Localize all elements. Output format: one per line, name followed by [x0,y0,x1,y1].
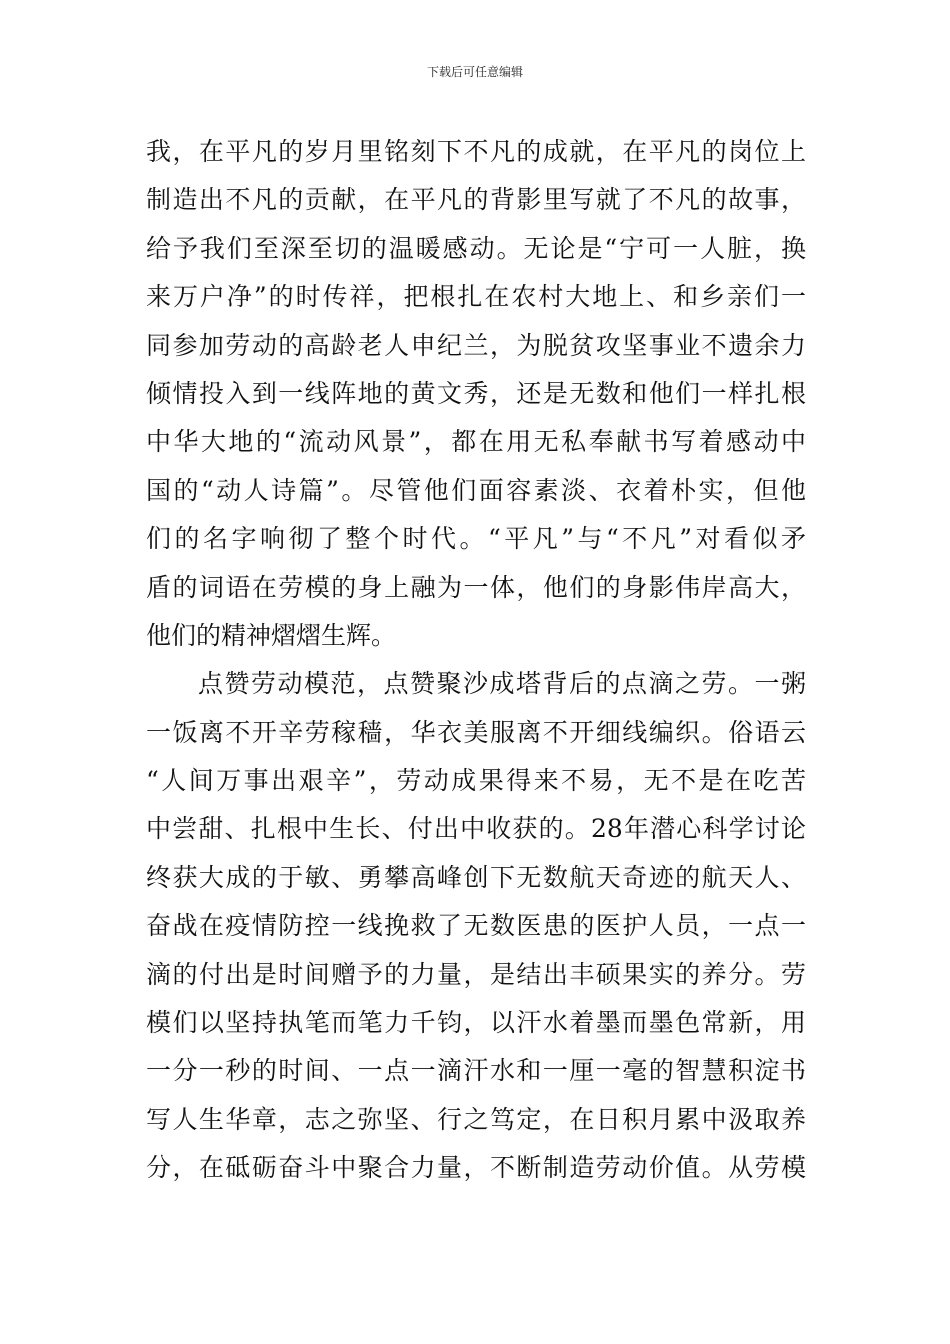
text-line: 们的名字响彻了整个时代。“平凡”与“不凡”对看似矛 [146,524,806,554]
text-line: 滴的付出是时间赠予的力量，是结出丰硕果实的养分。劳 [146,959,806,989]
text-line: 我，在平凡的岁月里铭刻下不凡的成就，在平凡的岗位上 [146,137,806,166]
text-line: 终获大成的于敏、勇攀高峰创下无数航天奇迹的航天人、 [146,862,806,892]
text-line: 同参加劳动的高龄老人申纪兰，为脱贫攻坚事业不遗余力 [146,330,806,360]
text-line: 他们的精神熠熠生辉。 [146,620,397,650]
text-line: 中华大地的“流动风景”，都在用无私奉献书写着感动中 [146,427,806,457]
text-line: 一分一秒的时间、一点一滴汗水和一厘一毫的智慧积淀书 [146,1056,806,1086]
text-line: 一饭离不开辛劳稼穑，华衣美服离不开细线编织。俗语云 [146,717,806,747]
text-line: 分，在砥砺奋斗中聚合力量，不断制造劳动价值。从劳模 [146,1153,806,1183]
text-line: 奋战在疫情防控一线挽救了无数医患的医护人员，一点一 [146,911,806,941]
text-line: 模们以坚持执笔而笔力千钧，以汗水着墨而墨色常新，用 [146,1008,806,1038]
text-line: 制造出不凡的贡献，在平凡的背影里写就了不凡的故事， [146,185,806,215]
text-line: 盾的词语在劳模的身上融为一体，他们的身影伟岸高大， [146,572,806,602]
text-line: 国的“动人诗篇”。尽管他们面容素淡、衣着朴实，但他 [146,475,806,505]
text-line: 来万户净”的时传祥，把根扎在农村大地上、和乡亲们一 [146,282,806,312]
text-line: 给予我们至深至切的温暖感动。无论是“宁可一人脏，换 [146,233,806,263]
document-body [146,128,806,1193]
text-line: 写人生华章，志之弥坚、行之笃定，在日积月累中汲取养 [146,1104,806,1134]
paragraph-1 [146,128,806,660]
paragraph-2 [146,660,806,1192]
text-line: 中尝甜、扎根中生长、付出中收获的。28年潜心科学讨论 [146,814,806,844]
text-line: “人间万事出艰辛”，劳动成果得来不易，无不是在吃苦 [146,766,806,796]
page-header: 下载后可任意编辑 [426,65,523,79]
text-line: 点赞劳动模范，点赞聚沙成塔背后的点滴之劳。一粥 [198,669,806,699]
text-line: 倾情投入到一线阵地的黄文秀，还是无数和他们一样扎根 [146,378,806,408]
